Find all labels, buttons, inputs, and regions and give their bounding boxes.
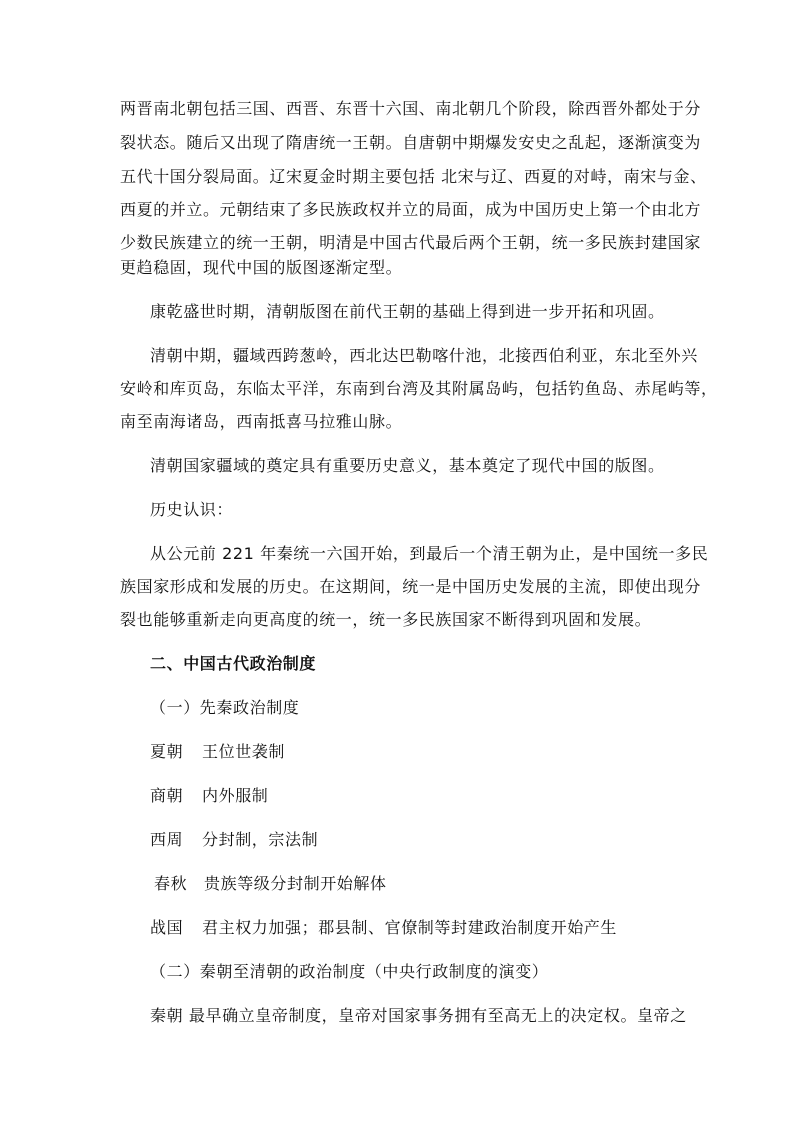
item-era: 战国 xyxy=(150,918,184,937)
section-heading: 二、中国古代政治制度 xyxy=(150,654,317,673)
item-desc: 贵族等级分封制开始解体 xyxy=(204,874,387,893)
list-item xyxy=(154,873,387,895)
paragraph-line: 秦朝 最早确立皇帝制度，皇帝对国家事务拥有至高无上的决定权。皇帝之 xyxy=(150,1006,687,1025)
paragraph-line: 少数民族建立的统一王朝，明清是中国古代最后两个王朝，统一多民族封建国家 xyxy=(120,233,702,252)
list-item xyxy=(150,741,285,763)
paragraph-line: 五代十国分裂局面。辽宋夏金时期主要包括 北宋与辽、西夏的对峙，南宋与金、 xyxy=(120,167,707,186)
paragraph-line: 更趋稳固，现代中国的版图逐渐定型。 xyxy=(120,258,403,277)
paragraph-line: 西夏的并立。元朝结束了多民族政权并立的局面，成为中国历史上第一个由北方 xyxy=(120,200,702,219)
item-desc: 王位世袭制 xyxy=(202,742,286,761)
item-desc: 分封制，宗法制 xyxy=(202,830,319,849)
item-era: 西周 xyxy=(150,830,184,849)
paragraph-line: 清朝国家疆域的奠定具有重要历史意义，基本奠定了现代中国的版图。 xyxy=(150,456,665,475)
paragraph-line: 南至南海诸岛，西南抵喜马拉雅山脉。 xyxy=(120,412,403,431)
list-item xyxy=(150,785,268,807)
list-item xyxy=(150,829,318,851)
paragraph-line: 族国家形成和发展的历史。在这期间，统一是中国历史发展的主流，即使出现分 xyxy=(120,577,702,596)
paragraph-line: 清朝中期，疆域西跨葱岭，西北达巴勒喀什池，北接西伯利亚，东北至外兴 xyxy=(150,346,698,365)
paragraph-line: 裂也能够重新走向更高度的统一，统一多民族国家不断得到巩固和发展。 xyxy=(120,610,652,629)
item-desc: 内外服制 xyxy=(202,786,269,805)
subsection-heading: （一）先秦政治制度 xyxy=(150,698,300,717)
list-item xyxy=(150,917,617,939)
paragraph-line: 裂状态。随后又出现了隋唐统一王朝。自唐朝中期爆发安史之乱起，逐渐演变为 xyxy=(120,133,702,152)
subsection-heading: （二）秦朝至清朝的政治制度（中央行政制度的演变） xyxy=(150,962,549,981)
paragraph-line: 从公元前 221 年秦统一六国开始，到最后一个清王朝为止，是中国统一多民 xyxy=(150,544,709,563)
paragraph-line: 康乾盛世时期，清朝版图在前代王朝的基础上得到进一步开拓和巩固。 xyxy=(150,302,665,321)
item-era: 商朝 xyxy=(150,786,184,805)
paragraph-line: 历史认识： xyxy=(150,500,234,519)
item-era: 春秋 xyxy=(154,874,188,893)
item-era: 夏朝 xyxy=(150,742,184,761)
paragraph-line: 两晋南北朝包括三国、西晋、东晋十六国、南北朝几个阶段，除西晋外都处于分 xyxy=(120,99,702,118)
item-desc: 君主权力加强；郡县制、官僚制等封建政治制度开始产生 xyxy=(202,918,618,937)
paragraph-line: 安岭和库页岛，东临太平洋，东南到台湾及其附属岛屿，包括钓鱼岛、赤尾屿等， xyxy=(120,379,718,398)
